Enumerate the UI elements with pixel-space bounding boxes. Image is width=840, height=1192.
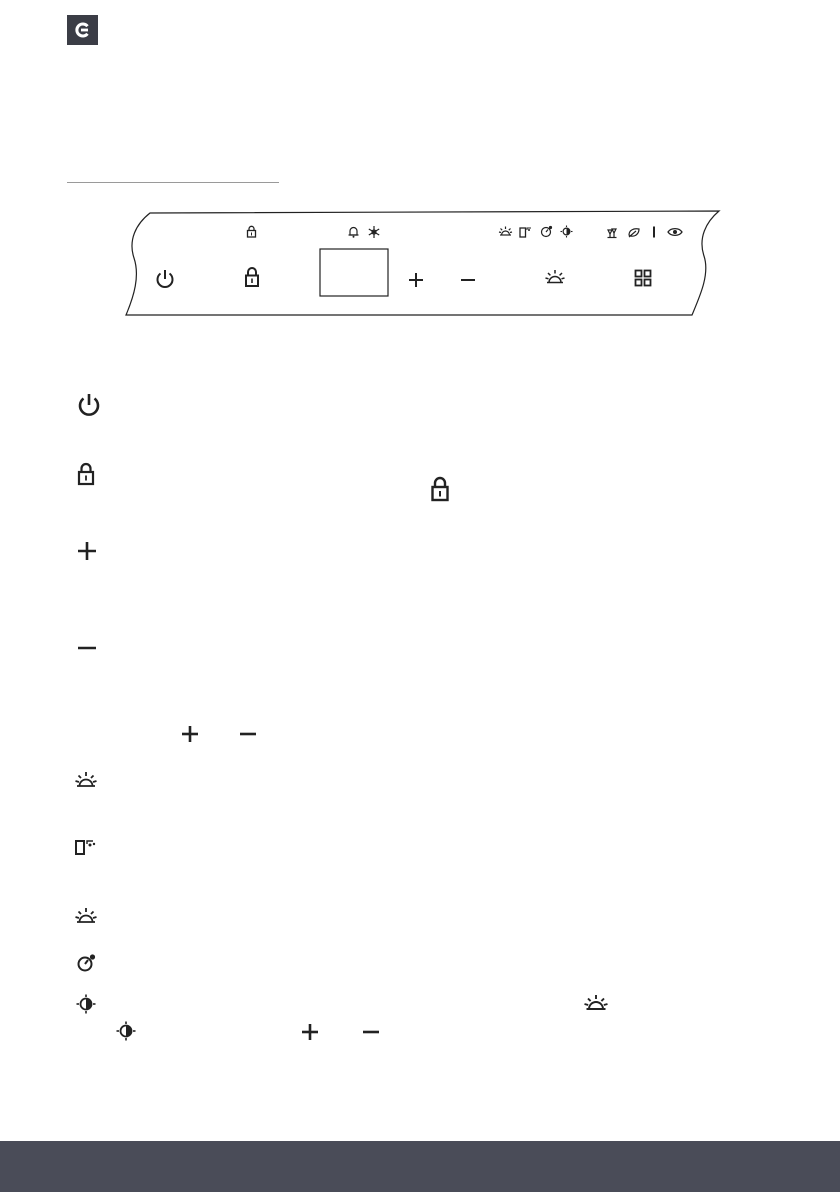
brand-logo	[67, 15, 98, 45]
inline-minus-icon	[238, 724, 258, 744]
door-indicator-icon	[519, 226, 533, 238]
panel-power-icon	[154, 268, 176, 290]
footer-bar	[0, 1141, 840, 1192]
legend-plus-icon	[76, 540, 98, 562]
bar-icon	[651, 225, 657, 239]
legend-timer-icon	[76, 953, 98, 973]
timer-indicator-icon	[540, 225, 553, 238]
panel-minus-icon	[459, 271, 477, 289]
panel-lock-icon	[244, 266, 260, 288]
inline-minus-2-icon	[361, 1022, 381, 1042]
legend-lock-icon	[77, 462, 95, 486]
control-panel-outline	[122, 208, 730, 320]
section-title-underline	[67, 182, 279, 183]
snowflake-icon	[367, 225, 381, 239]
panel-light-icon	[544, 268, 566, 288]
brightness-indicator-icon	[560, 225, 573, 238]
brand-c-logo-icon	[73, 20, 93, 40]
legend-brightness-icon	[76, 994, 96, 1014]
light-indicator-icon	[498, 225, 513, 239]
legend-light-icon	[74, 770, 98, 792]
leaf-icon	[627, 226, 641, 238]
alarm-bell-icon	[347, 225, 360, 238]
legend-power-icon	[76, 392, 102, 418]
control-panel-diagram	[122, 208, 730, 320]
champagne-icon	[606, 225, 618, 239]
inline-brightness-icon	[116, 1021, 136, 1041]
inline-light-icon	[583, 993, 609, 1015]
eye-icon	[667, 226, 683, 238]
lock-indicator-icon	[246, 225, 257, 238]
panel-mode-icon	[634, 269, 652, 287]
inline-plus-icon	[180, 724, 200, 744]
legend-light-2-icon	[74, 906, 98, 928]
panel-plus-icon	[407, 271, 425, 289]
legend-minus-icon	[76, 637, 98, 659]
inline-lock-icon	[430, 476, 450, 502]
legend-door-icon	[74, 838, 98, 856]
inline-plus-2-icon	[300, 1022, 320, 1042]
display-window	[320, 249, 388, 296]
